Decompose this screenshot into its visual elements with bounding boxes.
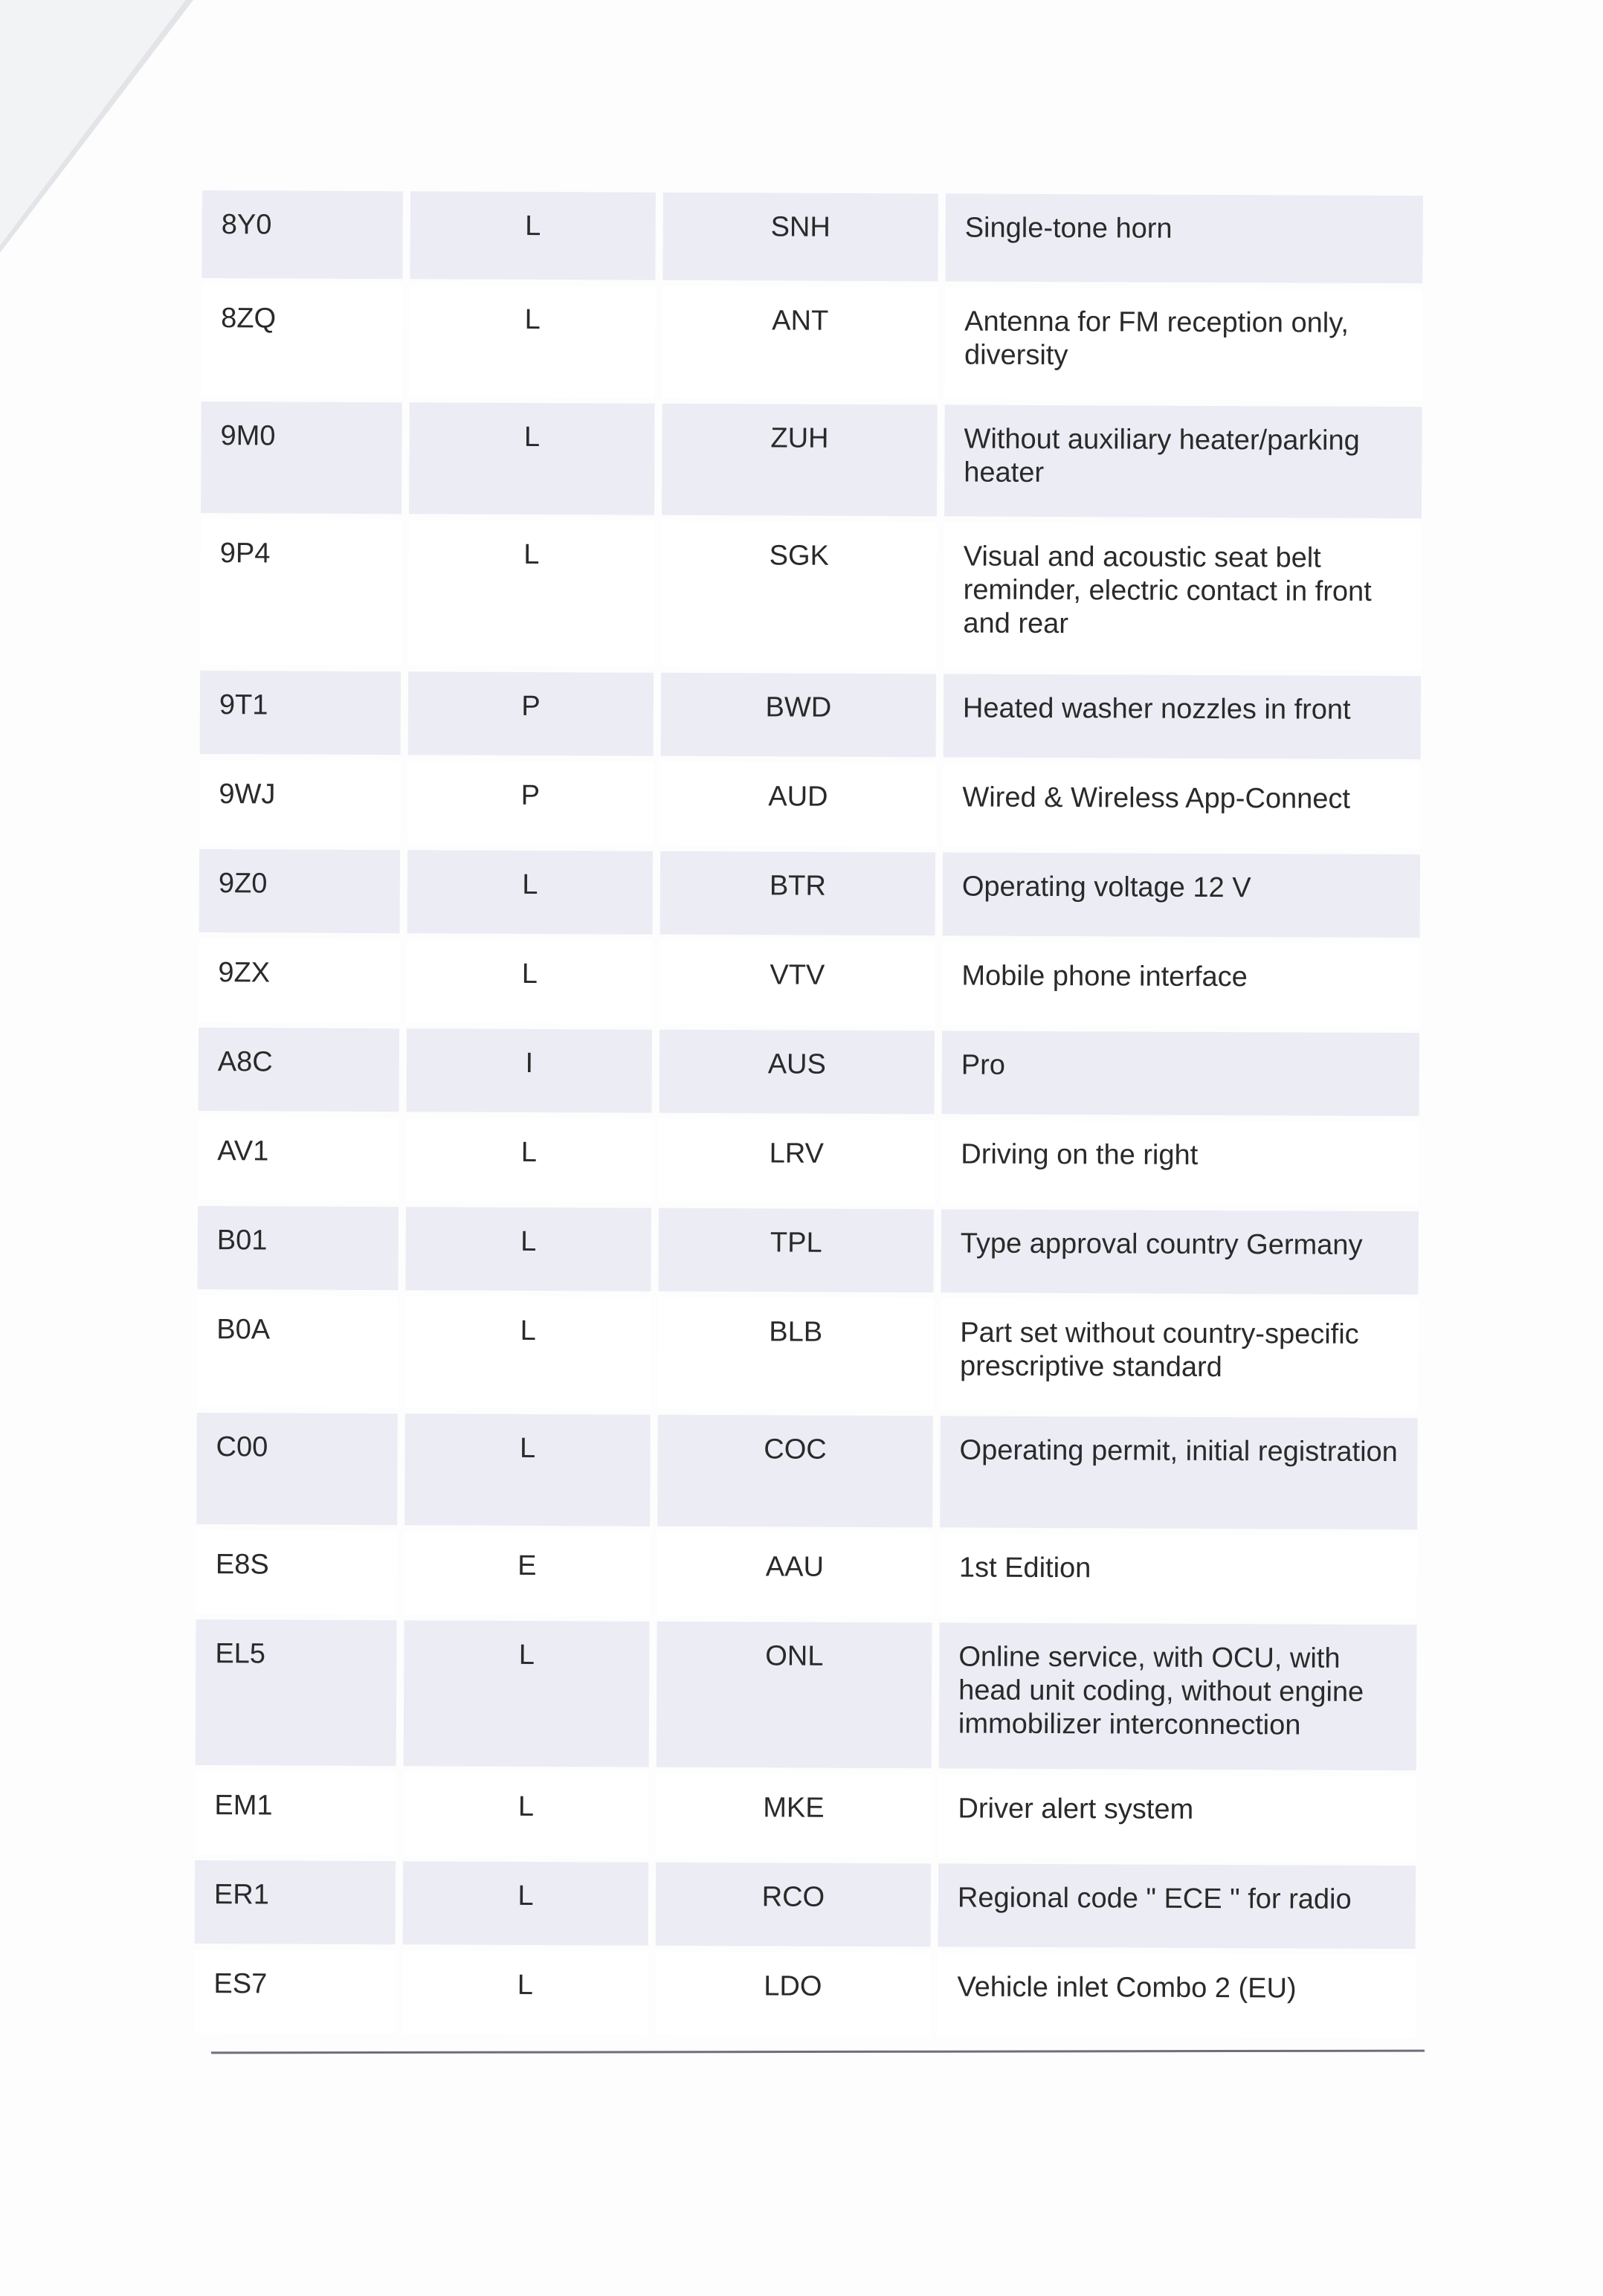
code-cell: 8Y0 bbox=[201, 190, 403, 279]
type-cell: L bbox=[408, 520, 654, 666]
type-cell: L bbox=[403, 1861, 648, 1945]
group-cell: RCO bbox=[656, 1863, 931, 1947]
type-cell: E bbox=[404, 1531, 650, 1615]
type-cell: P bbox=[407, 761, 653, 845]
type-cell: L bbox=[407, 939, 652, 1023]
table-row bbox=[201, 190, 1422, 283]
description-cell: Operating voltage 12 V bbox=[943, 852, 1420, 938]
table-row bbox=[196, 1619, 1417, 1770]
code-cell: EL5 bbox=[196, 1619, 397, 1766]
page-fold-highlight bbox=[0, 0, 186, 245]
type-cell: L bbox=[406, 1118, 651, 1202]
table-row bbox=[194, 1950, 1415, 2038]
table-row bbox=[201, 402, 1422, 518]
code-cell: 9Z0 bbox=[199, 849, 400, 933]
code-cell: AV1 bbox=[198, 1117, 399, 1201]
description-cell: Online service, with OCU, with head unit coding, without engine immobilizer interconnection bbox=[939, 1622, 1417, 1770]
group-cell: ZUH bbox=[662, 404, 938, 517]
code-cell: A8C bbox=[199, 1028, 399, 1112]
group-cell: AUS bbox=[659, 1030, 935, 1115]
table-row bbox=[201, 284, 1423, 401]
group-cell: MKE bbox=[656, 1773, 931, 1858]
description-cell: Type approval country Germany bbox=[941, 1209, 1419, 1294]
table-row bbox=[195, 1771, 1416, 1860]
code-cell: EM1 bbox=[195, 1771, 396, 1855]
group-cell: SGK bbox=[661, 521, 937, 668]
description-cell: Without auxiliary heater/parking heater bbox=[944, 404, 1422, 518]
type-cell: L bbox=[409, 402, 655, 515]
table-row bbox=[197, 1295, 1419, 1412]
group-cell: TPL bbox=[659, 1208, 934, 1293]
group-cell: SNH bbox=[662, 193, 938, 282]
code-cell: B0A bbox=[197, 1295, 399, 1407]
code-cell: 9WJ bbox=[199, 760, 400, 844]
table-row bbox=[198, 1206, 1419, 1294]
type-cell: L bbox=[407, 850, 653, 934]
description-cell: Mobile phone interface bbox=[942, 941, 1419, 1027]
type-cell: L bbox=[403, 1772, 648, 1856]
table-row bbox=[199, 849, 1420, 938]
type-cell: L bbox=[405, 1296, 651, 1408]
description-cell: Part set without country-specific prescriptive standard bbox=[941, 1298, 1419, 1412]
code-cell: 8ZQ bbox=[201, 284, 403, 396]
description-cell: Driver alert system bbox=[938, 1774, 1416, 1860]
type-cell: L bbox=[402, 1950, 648, 2034]
type-cell: L bbox=[404, 1620, 650, 1767]
type-cell: P bbox=[408, 671, 654, 755]
code-cell: B01 bbox=[198, 1206, 399, 1290]
group-cell: AAU bbox=[657, 1532, 932, 1617]
group-cell: BWD bbox=[661, 673, 936, 758]
description-cell: Operating permit, initial registration bbox=[940, 1416, 1418, 1529]
type-cell: L bbox=[410, 285, 656, 397]
description-cell: Vehicle inlet Combo 2 (EU) bbox=[938, 1952, 1415, 2038]
table-row bbox=[199, 760, 1420, 848]
group-cell: COC bbox=[657, 1415, 933, 1528]
description-cell: Heated washer nozzles in front bbox=[944, 674, 1421, 759]
table-row bbox=[199, 938, 1419, 1027]
equipment-table-container bbox=[187, 184, 1423, 2044]
description-cell: Antenna for FM reception only, diversity bbox=[945, 287, 1423, 401]
description-cell: Visual and acoustic seat belt reminder, electric contact in front and rear bbox=[944, 522, 1422, 670]
table-row bbox=[196, 1413, 1418, 1529]
table-row bbox=[198, 1117, 1419, 1205]
table-row bbox=[200, 519, 1422, 670]
type-cell: L bbox=[404, 1413, 651, 1526]
description-cell: 1st Edition bbox=[940, 1533, 1417, 1619]
description-cell: Pro bbox=[942, 1031, 1419, 1116]
description-cell: Wired & Wireless App-Connect bbox=[943, 763, 1420, 848]
code-cell: 9P4 bbox=[200, 519, 401, 665]
code-cell: 9M0 bbox=[201, 402, 402, 514]
code-cell: C00 bbox=[196, 1413, 398, 1525]
group-cell: BLB bbox=[658, 1297, 934, 1410]
description-cell: Regional code " ECE " for radio bbox=[938, 1863, 1416, 1949]
table-row bbox=[199, 1028, 1419, 1116]
code-cell: E8S bbox=[196, 1530, 397, 1614]
table-row bbox=[196, 1530, 1417, 1619]
description-cell: Driving on the right bbox=[941, 1120, 1419, 1205]
group-cell: ONL bbox=[657, 1622, 932, 1769]
code-cell: ES7 bbox=[194, 1950, 395, 2034]
group-cell: ANT bbox=[662, 286, 938, 399]
group-cell: LRV bbox=[659, 1119, 934, 1204]
type-cell: I bbox=[407, 1028, 652, 1112]
table-row bbox=[195, 1860, 1416, 1949]
type-cell: L bbox=[406, 1207, 651, 1291]
table-row bbox=[200, 671, 1421, 759]
group-cell: BTR bbox=[660, 851, 935, 936]
code-cell: 9ZX bbox=[199, 938, 399, 1022]
equipment-codes-table bbox=[187, 184, 1431, 2044]
table-bottom-rule bbox=[211, 2050, 1425, 2054]
type-cell: L bbox=[410, 191, 656, 280]
description-cell: Single-tone horn bbox=[945, 193, 1423, 283]
group-cell: AUD bbox=[660, 762, 935, 847]
group-cell: LDO bbox=[655, 1952, 930, 2037]
group-cell: VTV bbox=[659, 941, 935, 1025]
code-cell: 9T1 bbox=[200, 671, 401, 755]
code-cell: ER1 bbox=[195, 1860, 396, 1944]
